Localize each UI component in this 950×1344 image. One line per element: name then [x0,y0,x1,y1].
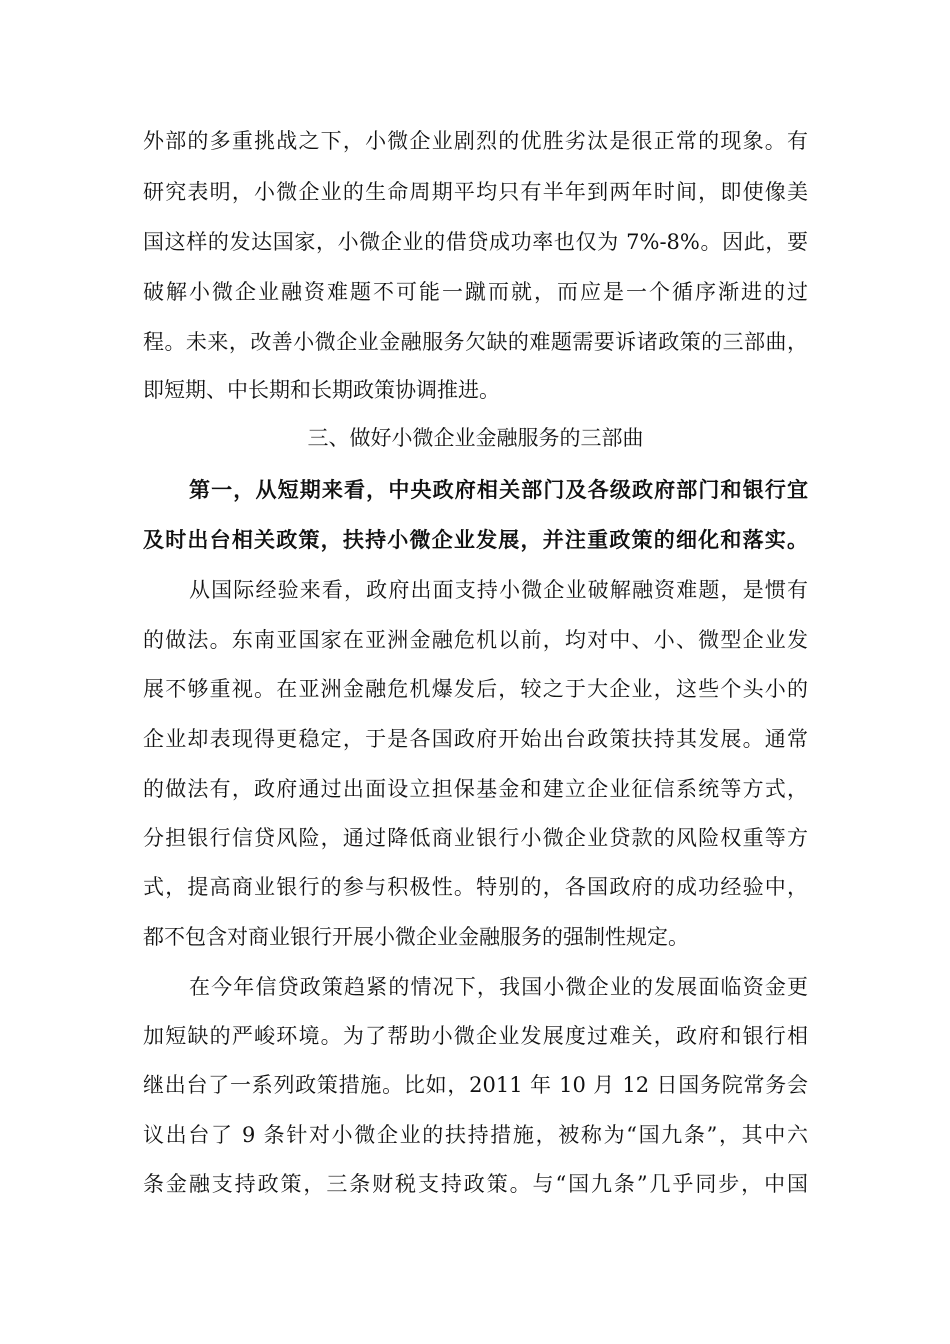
paragraph-1-line: 外部的多重挑战之下，小微企业剧烈的优胜劣汰是很正常的现象。有 [143,129,808,153]
paragraph-2-line: 都不包含对商业银行开展小微企业金融服务的强制性规定。 [143,925,689,949]
bold-paragraph-line: 第一，从短期来看，中央政府相关部门及各级政府部门和银行宜 [189,478,808,502]
paragraph-2-line: 从国际经验来看，政府出面支持小微企业破解融资难题，是惯有 [189,578,808,602]
paragraph-3-line: 加短缺的严峻环境。为了帮助小微企业发展度过难关，政府和银行相 [143,1024,808,1048]
section-heading: 三、做好小微企业金融服务的三部曲 [307,426,644,450]
paragraph-3-line: 继出台了一系列政策措施。比如，2011 年 10 月 12 日国务院常务会 [143,1073,808,1097]
paragraph-2-line: 企业却表现得更稳定，于是各国政府开始出台政策扶持其发展。通常 [143,727,808,751]
bold-paragraph-line: 及时出台相关政策，扶持小微企业发展，并注重政策的细化和落实。 [143,528,808,552]
paragraph-2-line: 展不够重视。在亚洲金融危机爆发后，较之于大企业，这些个头小的 [143,677,808,701]
paragraph-2-line: 的做法。东南亚国家在亚洲金融危机以前，均对中、小、微型企业发 [143,628,808,652]
paragraph-2-line: 式，提高商业银行的参与积极性。特别的，各国政府的成功经验中， [143,875,808,899]
paragraph-1-line: 破解小微企业融资难题不可能一蹴而就，而应是一个循序渐进的过 [143,280,808,304]
paragraph-2-line: 的做法有，政府通过出面设立担保基金和建立企业征信系统等方式， [143,777,808,801]
paragraph-2-line: 分担银行信贷风险，通过降低商业银行小微企业贷款的风险权重等方 [143,826,808,850]
paragraph-1-line: 即短期、中长期和长期政策协调推进。 [143,378,500,402]
paragraph-3-line: 议出台了 9 条针对小微企业的扶持措施，被称为“国九条”，其中六 [143,1123,808,1147]
paragraph-1-line: 国这样的发达国家，小微企业的借贷成功率也仅为 7%-8%。因此，要 [143,230,808,254]
paragraph-3-line: 在今年信贷政策趋紧的情况下，我国小微企业的发展面临资金更 [189,975,808,999]
paragraph-3-line: 条金融支持政策，三条财税支持政策。与“国九条”几乎同步，中国 [143,1172,808,1196]
paragraph-1-line: 程。未来，改善小微企业金融服务欠缺的难题需要诉诸政策的三部曲， [143,330,808,354]
paragraph-1-line: 研究表明，小微企业的生命周期平均只有半年到两年时间，即使像美 [143,180,808,204]
